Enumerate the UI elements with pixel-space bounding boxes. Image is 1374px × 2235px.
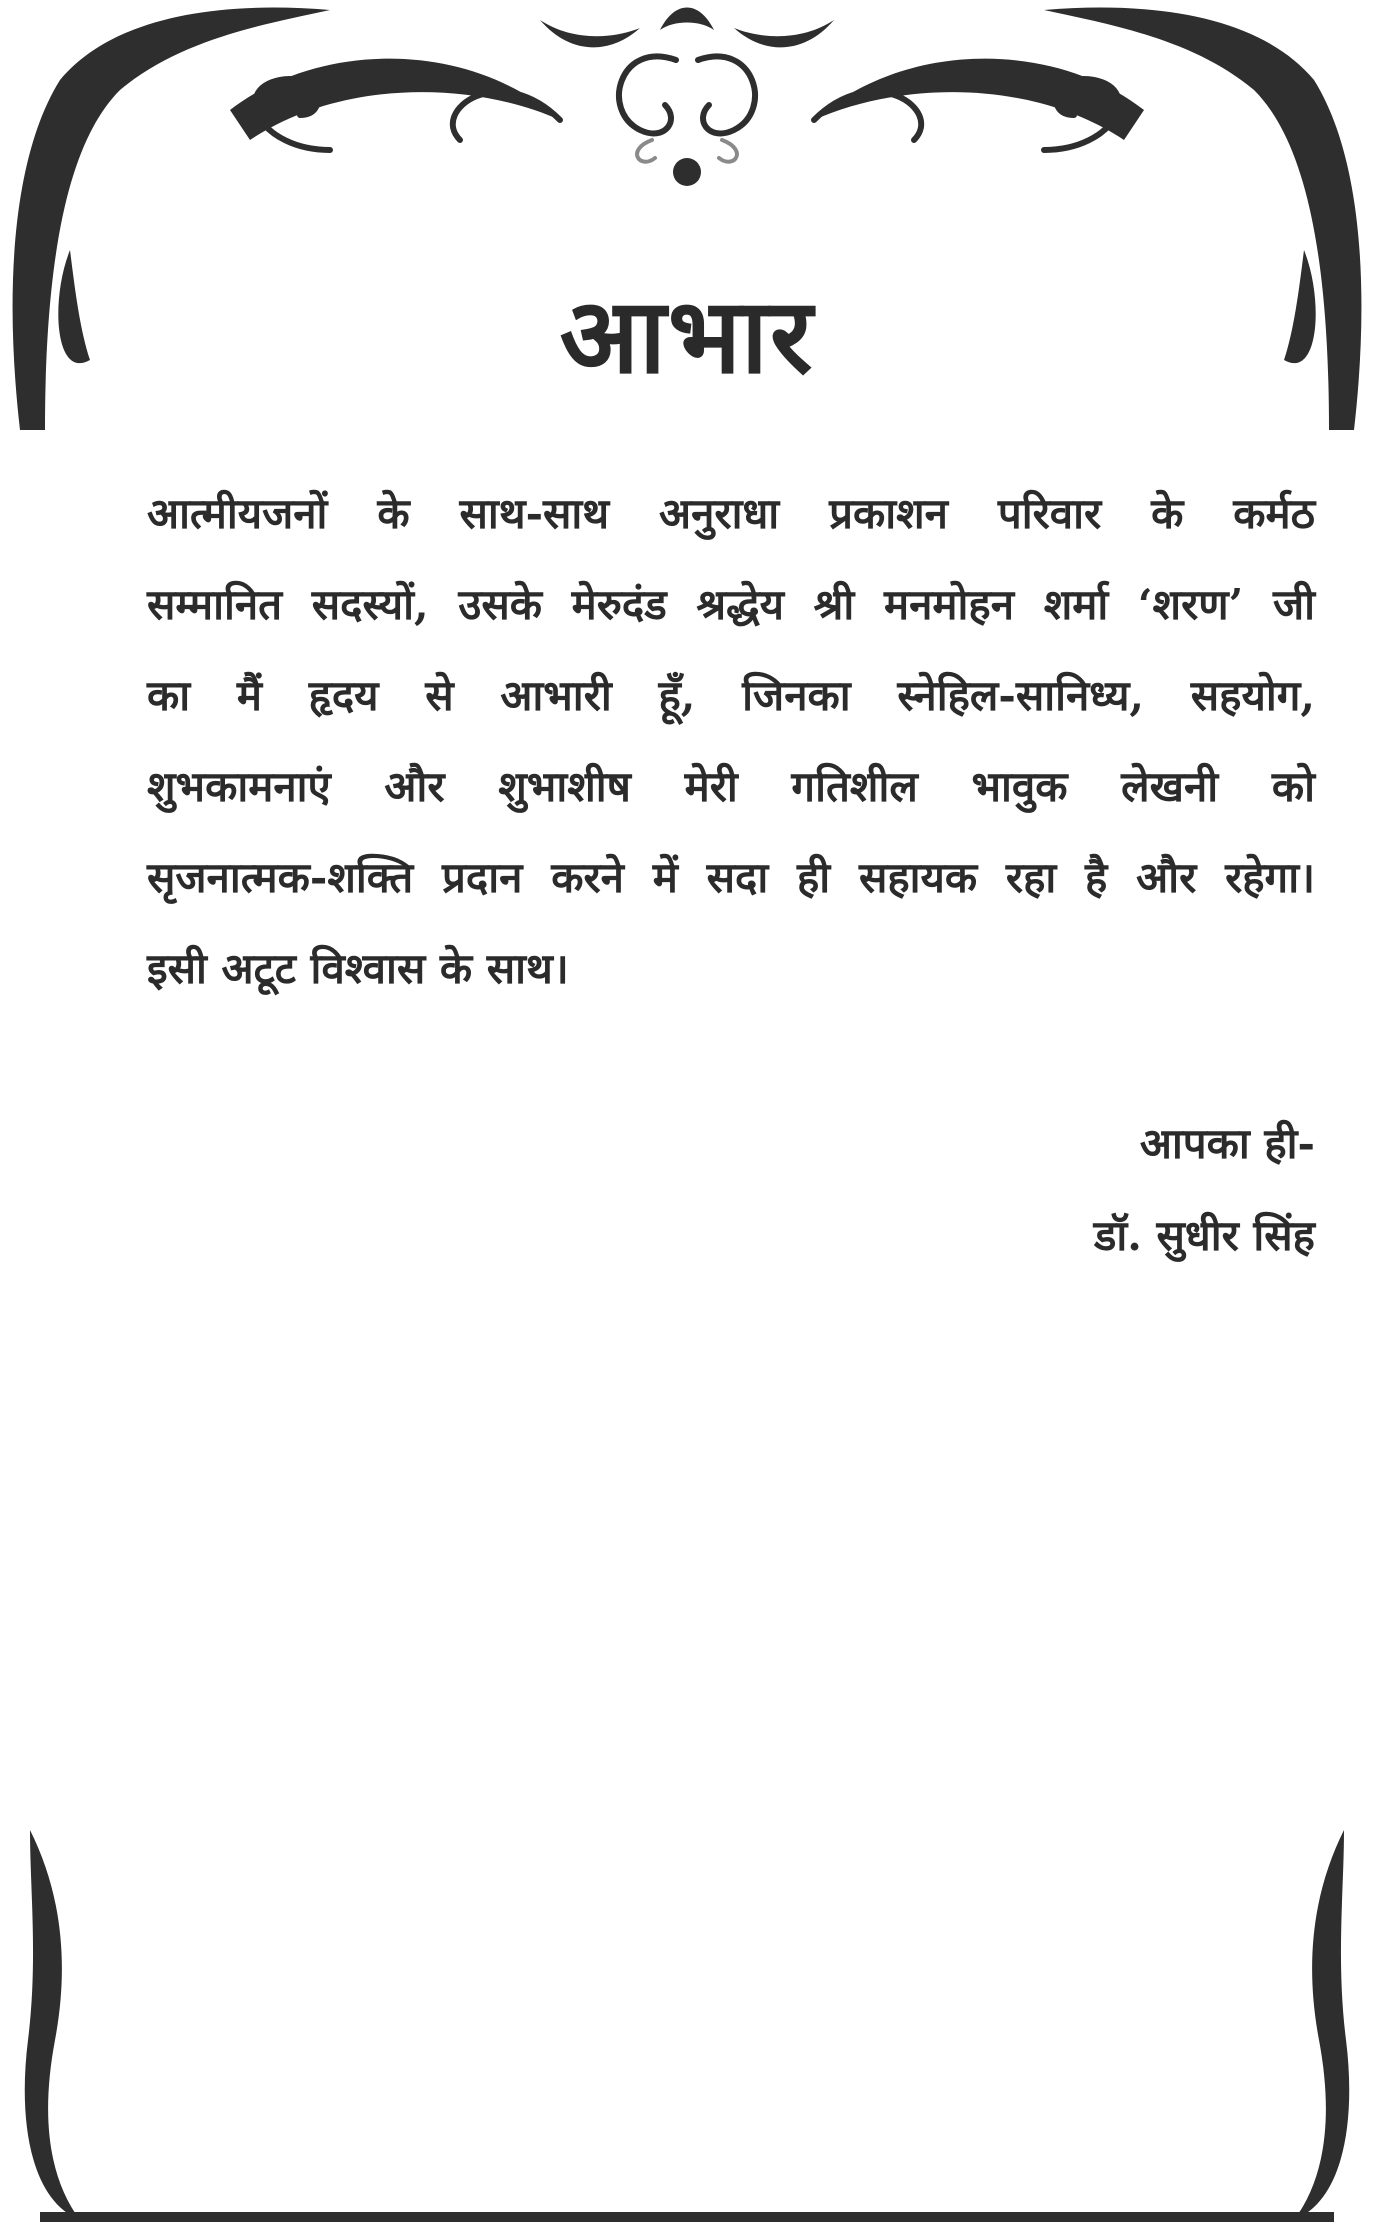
center-scroll-left: [619, 56, 676, 133]
page-title: आभार: [559, 274, 815, 397]
center-crest: [660, 8, 714, 31]
closing-phrase: आपका ही-: [1139, 1119, 1315, 1168]
body-line: शुभकामनाएं और शुभाशीष मेरी गतिशील भावुक लेखनी को: [147, 762, 1315, 811]
body-line: सम्मानित सदस्यों, उसके मेरुदंड श्रद्धेय श्री मनमोहन शर्मा ‘शरण’ जी: [147, 580, 1315, 629]
center-swirl-right: [719, 140, 737, 162]
body-line: सृजनात्मक-शक्ति प्रदान करने में सदा ही सहायक रहा है और रहेगा।: [147, 853, 1315, 902]
body-line: का मैं हृदय से आभारी हूँ, जिनका स्नेहिल-सानिध्य, सहयोग,: [147, 671, 1315, 720]
center-leaf-right: [734, 20, 834, 47]
body-line: आत्मीयजनों के साथ-साथ अनुराधा प्रकाशन परिवार के कर्मठ: [147, 489, 1315, 538]
bottom-right-flourish: [1294, 1830, 1349, 2220]
body-line: इसी अटूट विश्वास के साथ।: [147, 944, 569, 993]
signoff-block: [1094, 1098, 1315, 1282]
top-wing-right: [814, 59, 1144, 140]
center-dot: [673, 158, 701, 186]
center-swirl-left: [637, 140, 655, 162]
top-wing-left: [230, 59, 560, 140]
center-leaf-left: [540, 20, 640, 47]
center-scroll-right: [698, 56, 755, 133]
bottom-rule: [40, 2212, 1334, 2222]
acknowledgement-body: [147, 468, 1315, 1014]
author-name: डॉ. सुधीर सिंह: [1093, 1211, 1315, 1260]
bottom-left-flourish: [25, 1830, 80, 2220]
